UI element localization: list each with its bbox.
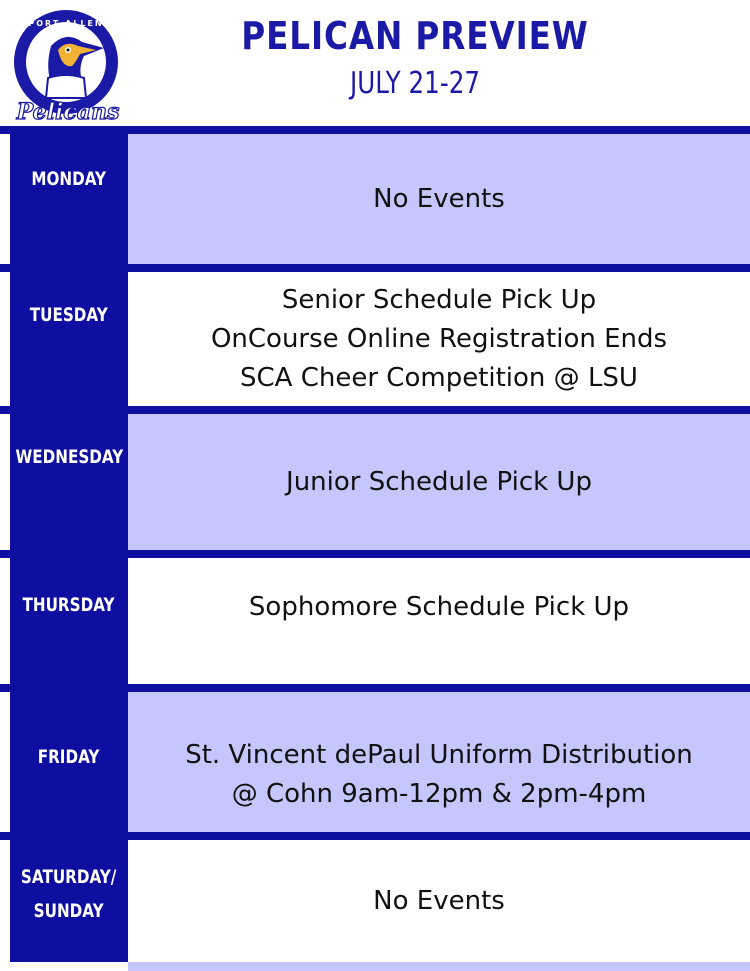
day-row-weekend (0, 832, 750, 962)
day-label (21, 860, 116, 928)
day-label: MONDAY (31, 168, 107, 190)
page-title: PELICAN PREVIEW (241, 14, 589, 58)
day-cell (10, 684, 128, 832)
day-label: WEDNESDAY (15, 446, 123, 468)
day-cell (10, 832, 128, 962)
day-cell (10, 126, 128, 264)
day-events (128, 414, 750, 550)
day-cell (10, 264, 128, 406)
day-label: THURSDAY (22, 594, 116, 616)
week-schedule (0, 126, 750, 971)
event-text: @ Cohn 9am-12pm & 2pm-4pm (231, 779, 647, 809)
event-text: OnCourse Online Registration Ends (210, 323, 668, 354)
bottom-bar (128, 962, 750, 971)
day-row-friday (0, 684, 750, 832)
day-label-line: SUNDAY (34, 900, 104, 922)
event-text: Junior Schedule Pick Up (286, 466, 592, 497)
day-events (128, 558, 750, 684)
day-events (128, 840, 750, 962)
logo-arc-text: PORT ALLEN (28, 19, 104, 28)
header (0, 0, 750, 126)
day-row-monday (0, 126, 750, 264)
event-text: Senior Schedule Pick Up (281, 284, 597, 315)
day-row-thursday (0, 550, 750, 684)
event-text: SCA Cheer Competition @ LSU (240, 362, 638, 393)
day-label-line: SATURDAY/ (21, 866, 117, 888)
event-text: Sophomore Schedule Pick Up (248, 592, 630, 622)
event-text: No Events (373, 885, 505, 916)
day-label: TUESDAY (30, 304, 108, 326)
day-events (128, 692, 750, 832)
day-row-wednesday (0, 406, 750, 550)
event-text: No Events (373, 183, 505, 214)
day-label: FRIDAY (38, 746, 100, 768)
day-cell (10, 406, 128, 550)
day-cell (10, 550, 128, 684)
logo-script-text: Pelicans (16, 99, 120, 125)
day-row-tuesday (0, 264, 750, 406)
event-text: St. Vincent dePaul Uniform Distribution (185, 740, 693, 770)
day-events (128, 272, 750, 406)
date-range: JULY 21-27 (349, 66, 481, 101)
pelicans-logo (6, 6, 126, 126)
day-events (128, 134, 750, 264)
